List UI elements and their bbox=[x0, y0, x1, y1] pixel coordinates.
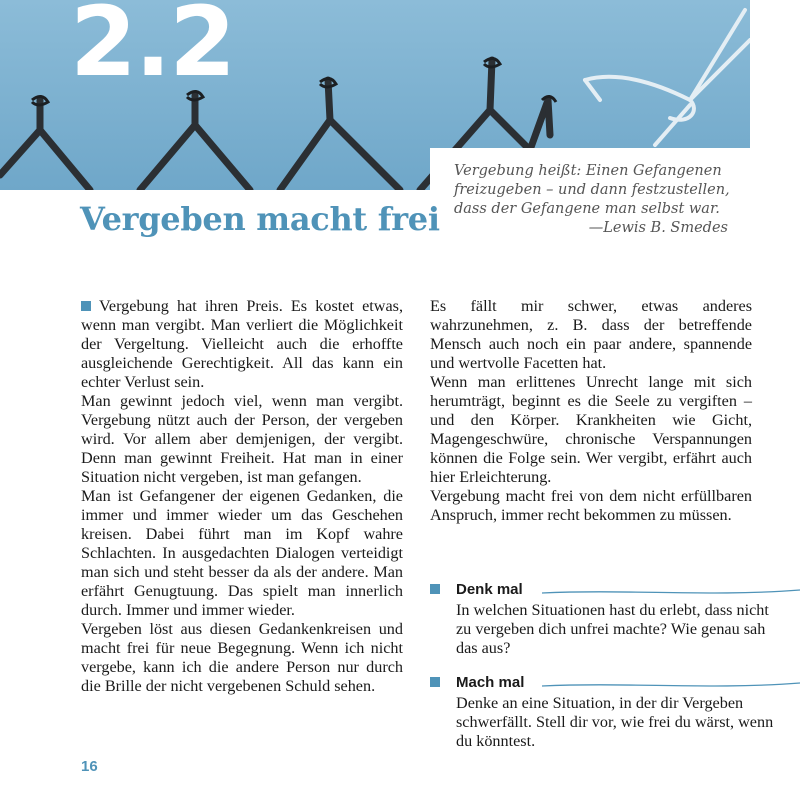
paragraph: Vergeben löst aus diesen Gedankenkreisen und macht frei für neue Begegnung. Wenn ich nicht vergebe, kann ich die andere Person nur durch die Brille der nicht vergebenen Schuld sehen. bbox=[81, 620, 403, 695]
wavy-rule bbox=[430, 581, 800, 601]
chapter-number: 2.2 bbox=[70, 0, 235, 98]
page-number: 16 bbox=[81, 758, 98, 775]
wavy-rule bbox=[430, 674, 800, 694]
epigraph-quote bbox=[454, 162, 754, 238]
square-bullet-icon bbox=[81, 301, 91, 311]
mach-mal-box bbox=[430, 674, 800, 751]
quote-author: —Lewis B. Smedes bbox=[588, 220, 728, 236]
quote-line: Vergebung heißt: Einen Gefangenen bbox=[454, 163, 722, 179]
quote-line: dass der Gefangene man selbst war. bbox=[454, 201, 720, 217]
denk-mal-label: Denk mal bbox=[456, 581, 523, 598]
paragraph: Man gewinnt jedoch viel, wenn man vergibt. Vergebung nützt auch der Person, der vergeben wird. Vor allem aber demjenigen, der vergibt. Denn man gewinnt Freiheit. Hat man in einer Situation nicht vergeben, ist man gefangen. bbox=[81, 392, 403, 486]
body-column-left bbox=[81, 297, 403, 696]
paragraph: Es fällt mir schwer, etwas anderes wahrzunehmen, z. B. dass der betreffende Mensch auch noch ein paar andere, spannende und wertvolle Facetten hat. bbox=[430, 297, 752, 372]
mach-mal-label: Mach mal bbox=[456, 674, 525, 691]
paragraph: Wenn man erlittenes Unrecht lange mit sich herumträgt, beginnt es die Seele zu vergiften – und den Körper. Krankheiten wie Gicht, Magengeschwüre, chronische Verspannungen können die Folge sein. Wer vergibt, erfährt auch hier Erleichterung. bbox=[430, 373, 752, 486]
paragraph: Man ist Gefangener der eigenen Gedanken, die immer und immer wieder um das Geschehen kreisen. Dabei führt man im Kopf wahre Schlachten. In ausgedachten Dialogen verteidigt man sich und steht besser da als der andere. Man erfährt Genugtuung. Das spielt man innerlich durch. Immer und immer wieder. bbox=[81, 487, 403, 619]
page-title: Vergeben macht frei bbox=[80, 200, 440, 238]
denk-mal-text: In welchen Situationen hast du erlebt, dass nicht zu vergeben dich unfrei machte? Wie genau sah das aus? bbox=[456, 601, 769, 657]
body-column-right bbox=[430, 297, 752, 525]
denk-mal-box bbox=[430, 581, 800, 658]
quote-line: freizugeben – und dann festzustellen, bbox=[454, 182, 730, 198]
paragraph: Vergebung hat ihren Preis. Es kostet etwas, wenn man vergibt. Man verliert die Möglichkeit der Vergeltung. Vielleicht auch die erhoffte ausgleichende Gerechtigkeit. All das kann ein echter Verlust sein. bbox=[81, 297, 403, 391]
mach-mal-text: Denke an eine Situation, in der dir Vergeben schwerfällt. Stell dir vor, wie frei du wärst, wenn du könntest. bbox=[456, 694, 774, 750]
paragraph: Vergebung macht frei von dem nicht erfüllbaren Anspruch, immer recht bekommen zu müssen. bbox=[430, 487, 752, 524]
